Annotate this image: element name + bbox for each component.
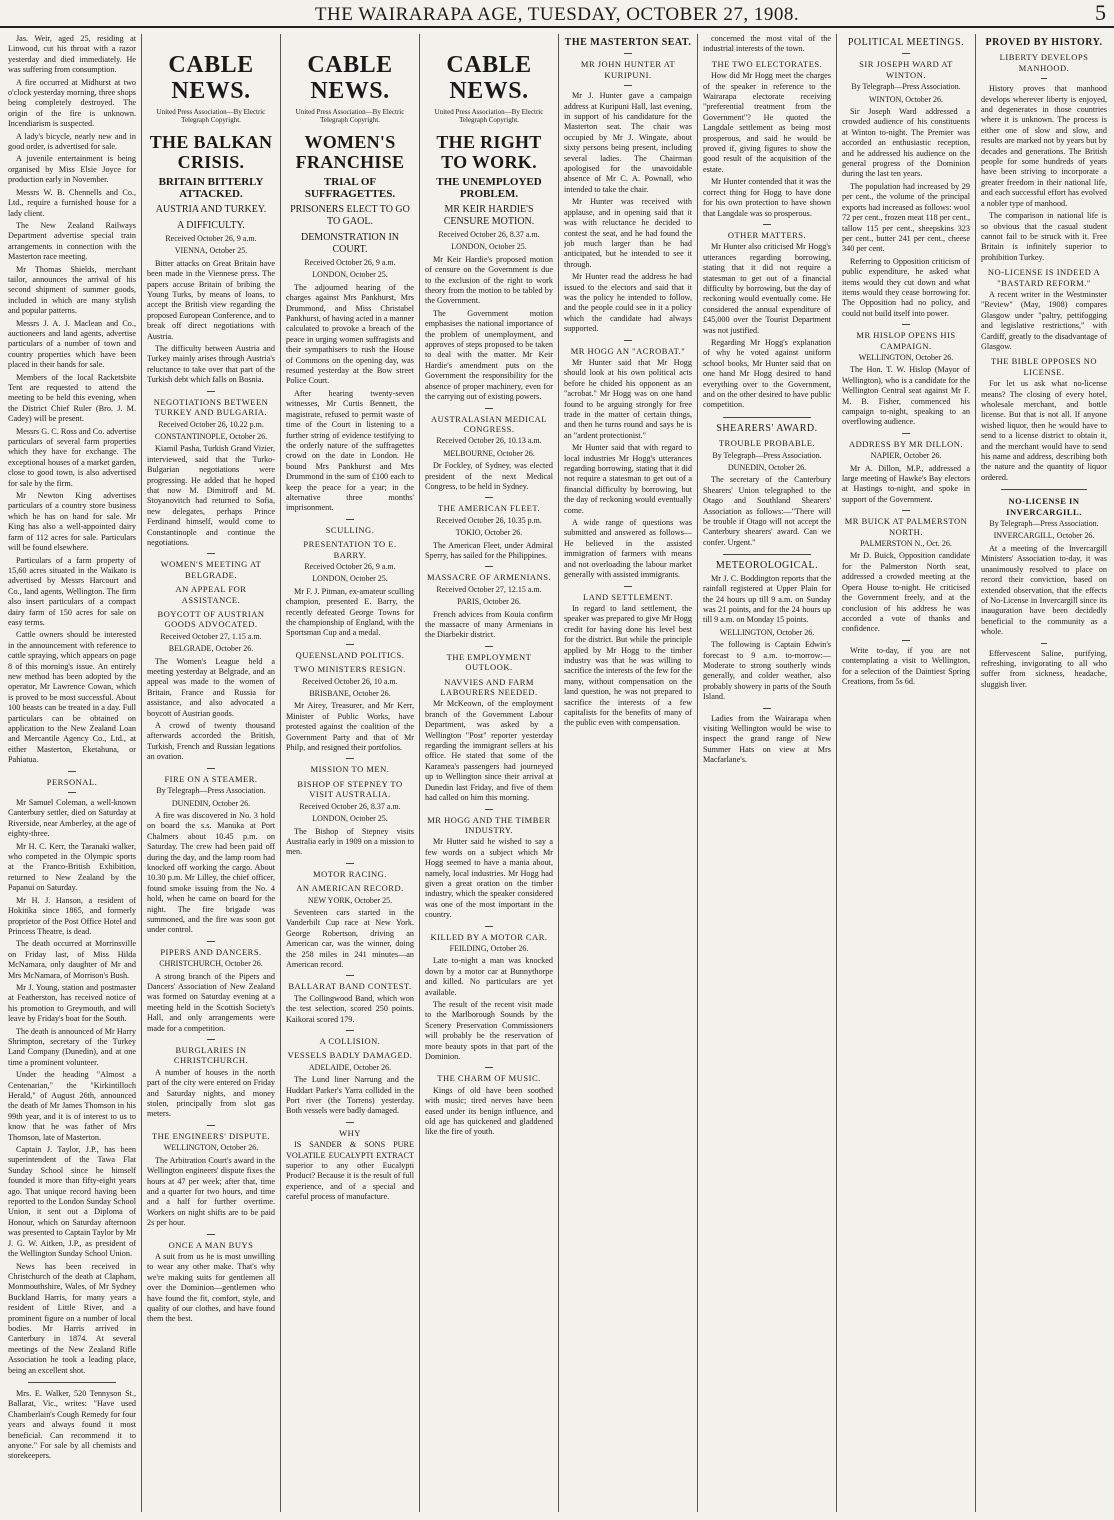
column-rule xyxy=(141,34,142,1512)
divider xyxy=(902,640,910,641)
paragraph: Particulars of a farm property of 15,60 acres situated in the Waikato is advertised by Messrs Harcourt and Co., land agents, Wellington. The firm also insert particulars of a compact dairy farm of 150 acres for sale on easy terms. xyxy=(8,555,136,627)
paragraph: Mr Hunter contended that it was the correct thing for Hogg to have done for his own protection to have shown that Langdale was so prosperous. xyxy=(703,177,831,218)
paragraph: Kiamil Pasha, Turkish Grand Vizier, interviewed, said that the Turko-Bulgarian negotiations were progressing. He added that he hoped that now M. Dimitroff and M. Stoyanovitch had returned to Sofia, new delegates, perhaps Prince Ferdinand himself, would come to Constantinople and continue the negotiations. xyxy=(147,444,275,547)
dateline: NEW YORK, October 25. xyxy=(307,895,393,905)
dateline: LONDON, October 25. xyxy=(312,270,388,280)
divider xyxy=(763,708,771,709)
column-2 xyxy=(147,34,275,1512)
dateline: PARIS, October 26. xyxy=(457,597,521,607)
paragraph: Sir Joseph Ward addressed a crowded audience of his constituents at Winton to-night. The Premier was accorded an enthusiastic reception, and he addressed his audience on the general progress of the Dominion during the last ten years. xyxy=(842,107,970,179)
paragraph: The Lund liner Narrung and the Huddart Parker's Yarra collided in the Port river (the Torrens) yesterday. Both vessels were badly damaged. xyxy=(286,1075,414,1116)
advertisement-heading: ONCE A MAN BUYS xyxy=(168,1239,254,1250)
paragraph: Mr Newton King advertises particulars of a country store business which he has on hand for sale. Mr King has also a well-appointed dairy farm of 112 acres for sale. Particulars will be found elsewhere. xyxy=(8,491,136,553)
advertisement: Effervescent Saline, purifying, refreshing, invigorating to all who suffer from sickness, headache, sluggish liver. xyxy=(981,648,1107,689)
subheading: THE UNEMPLOYED PROBLEM. xyxy=(436,176,542,200)
masthead-title: THE WAIRARAPA AGE, TUESDAY, OCTOBER 27, 1908. xyxy=(314,4,800,25)
masthead xyxy=(0,0,1114,28)
divider xyxy=(346,1122,354,1123)
subheading: FIRE ON A STEAMER. xyxy=(164,773,258,784)
subheading: AN AMERICAN RECORD. xyxy=(296,883,404,894)
paragraph: Mr Keir Hardie's proposed motion of censure on the Government is due to the exclusion of the right to work theory from the motion to be tabled by the Government. xyxy=(425,254,553,306)
article-headline: POLITICAL MEETINGS. xyxy=(847,37,965,48)
advertisement: A suit from us he is most unwilling to wear any other make. That's why we're making suits for gentlemen all over the Dominion—gentlemen who have found the fit, comfort, style, and quality of our clothes, and have found them the best. xyxy=(147,1251,275,1324)
dateline: CONSTANTINOPLE, October 26. xyxy=(154,431,268,441)
credit-line: By Telegraph—Press Association. xyxy=(989,519,1099,529)
dateline: Received October 26, 9 a.m. xyxy=(304,258,396,267)
column-7 xyxy=(842,34,970,1512)
article-headline: NO-LICENSE IN INVERCARGILL. xyxy=(1006,496,1082,517)
dateline: Received October 26, 10 a.m. xyxy=(302,676,398,686)
dateline: FEILDING, October 26. xyxy=(449,943,529,953)
dateline: VIENNA, October 25. xyxy=(174,246,248,256)
divider xyxy=(723,554,811,555)
dateline: Received October 27, 12.15 a.m. xyxy=(436,584,542,594)
column-rule xyxy=(419,34,420,1512)
subheading: ADDRESS BY MR DILLON. xyxy=(848,438,964,449)
paragraph: A wide range of questions was submitted and answered as follows—He believed in the assisted immigration of farmers with means and not overloading the labour market generally with assisted immigrants. xyxy=(564,518,692,580)
paragraph: For let us ask what no-license means? The closing of every hotel, wholesale merchant, and bottle license. But that is not all. If anyone wished liquor, then he would have to send to a license district to obtain it, and the merchant would have to send his name and address, describing both the nature and the quantity of liquor ordered. xyxy=(981,379,1107,482)
paragraph: The Women's League held a meeting yesterday at Belgrade, and an appeal was made to the women of Britain, France and Russia for assistance, and also advocated a boycott of Austrian goods. xyxy=(147,656,275,718)
dateline: Received October 26, 10.13 a.m. xyxy=(436,436,542,446)
paragraph: Mr J. Young, station and postmaster at Featherston, has received notice of his promotion to Greymouth, and will leave by Friday's boat for the South. xyxy=(8,982,136,1024)
divider xyxy=(485,566,493,567)
dateline: BRISBANE, October 26. xyxy=(309,689,391,699)
subheading: THE ENGINEERS' DISPUTE. xyxy=(151,1130,271,1141)
paragraph: Under the heading "Almost a Centenarian," the "Kirkintilloch Herald," of August 26th, announced the death of Mr James Thomson in his 99th year, and it is of interest to us to know that he was father of Mrs Thomson, late of Masterton. xyxy=(8,1070,136,1142)
column-rule xyxy=(558,34,559,1512)
paragraph: Bitter attacks on Great Britain have been made in the Viennese press. The papers accuse Britain of bribing the Young Turks, by means of loans, to accept the British view regarding the proposed European Conference, and to break off direct negotiations with Austria. xyxy=(147,258,275,341)
dateline: Received October 26, 8.37 a.m. xyxy=(299,801,401,811)
paragraph: A recent writer in the Westminster "Review" (May, 1908) compares Glasgow under "paltry, pettifogging and legislative restrictions," with Cardiff, greatly to the disadvantage of Glasgow. xyxy=(981,289,1107,351)
article-headline: SHEARERS' AWARD. xyxy=(716,422,818,434)
subheading: MR BUICK AT PALMERSTON NORTH. xyxy=(844,516,968,537)
dateline: Received October 26, 8.37 a.m. xyxy=(438,230,540,239)
dateline: WINTON, October 26. xyxy=(868,94,944,104)
dateline: LONDON, October 25. xyxy=(451,242,527,252)
subheading: BISHOP OF STEPNEY TO VISIT AUSTRALIA. xyxy=(297,778,403,800)
dateline: BELGRADE, October 26. xyxy=(168,644,254,654)
divider xyxy=(624,53,632,54)
paragraph: Mr Thomas Shields, merchant tailor, announces the arrival of his second shipment of summer goods, included in which are many stylish and popular patterns. xyxy=(8,264,136,316)
paragraph: The Government motion emphasises the national importance of the problem of unemployment, and approves of steps proposed to be taken to deal with the matter. Mr Keir Hardie's amendment puts on the Government the responsibility for the absence of proper machinery, even for the carrying out of existing powers. xyxy=(425,308,553,402)
divider xyxy=(1041,78,1047,79)
paragraph: Ladies from the Wairarapa when visiting Wellington would be wise to inspect the grand range of New Summer Hats on view at Mrs Macfarlane's. xyxy=(703,713,831,765)
dateline: CHRISTCHURCH, October 26. xyxy=(159,959,263,969)
columns xyxy=(0,34,1114,1520)
paragraph: Messrs W. B. Chennells and Co., Ltd., require a furnished house for a lady client. xyxy=(8,187,136,218)
divider xyxy=(207,1234,215,1235)
divider xyxy=(28,1382,116,1383)
subheading: VESSELS BADLY DAMAGED. xyxy=(287,1050,413,1061)
divider xyxy=(346,519,354,520)
paragraph: Mr Samuel Coleman, a well-known Canterbury settler, died on Saturday at Riverside, near Amberley, at the age of eighty-three. xyxy=(8,798,136,839)
subheading: THE EMPLOYMENT OUTLOOK. xyxy=(446,651,532,673)
divider xyxy=(485,408,493,409)
dateline: WELLINGTON, October 26. xyxy=(858,352,954,362)
paragraph: The difficulty between Austria and Turkey mainly arises through Austria's reluctance to take over that part of the Turkish debt which falls on Bosnia. xyxy=(147,344,275,385)
paragraph: The Hon. T. W. Hislop (Mayor of Wellington), who is a candidate for the Wellington Central seat against Mr F. M. B. Fisher, commenced his campaign to-night, speaking to an overflowing audience. xyxy=(842,365,970,427)
dateline: WELLINGTON, October 26. xyxy=(719,627,815,637)
dateline: Received October 26, 9 a.m. xyxy=(304,561,396,571)
paragraph: Mr Hunter also criticised Mr Hogg's utterances regarding borrowing, stating that it did not require a statesman to get out of a financial difficulty by borrowing, but the day of reckoning would eventually come. He considered the annual expenditure of £45,000 over the Tourist Department was not justified. xyxy=(703,242,831,335)
paragraph: The death is announced of Mr Harry Shrimpton, secretary of the Turkey Land Company (Dunedin), and at one time a prominent volunteer. xyxy=(8,1026,136,1067)
paragraph: Write to-day, if you are not contemplating a visit to Wellington, for a selection of the Daintiest Spring Creations, from 5s 6d. xyxy=(842,645,970,686)
column-rule xyxy=(280,34,281,1512)
subheading: A COLLISION. xyxy=(319,1036,381,1046)
subheading: NEGOTIATIONS BETWEEN TURKEY AND BULGARIA. xyxy=(153,396,269,418)
credit-line: United Press Association—By Electric Telegraph Copyright. xyxy=(434,108,544,124)
subheading: KILLED BY A MOTOR CAR. xyxy=(430,931,548,942)
paragraph: The Bishop of Stepney visits Australia early in 1909 on a mission to men. xyxy=(286,826,414,857)
paragraph: The result of the recent visit made to the Marlborough Sounds by the Scenery Preservation Commissioners will probably be the reservation of more beauty spots in that part of the Dominion. xyxy=(425,1000,553,1062)
subheading: PIPERS AND DANCERS. xyxy=(160,946,262,957)
divider xyxy=(346,1030,354,1031)
subheading: MR HISLOP OPENS HIS CAMPAIGN. xyxy=(856,330,956,351)
paragraph: Cattle owners should be interested in the announcement with reference to cattle spraying, which appears on page 8 of this morning's issue. An entirely new method has been adopted by the operator, Mr Lawrence Cowan, which is proved to be most successful. About 100 beasts can be treated in a day. Full particulars can be obtained on application to the New Zealand Loan and Mercantile Agency Co., Ltd., at either Masterton, Eketahuna, or Pahiatua. xyxy=(8,630,136,765)
page-number: 5 xyxy=(1095,0,1106,25)
subheading: TROUBLE PROBABLE. xyxy=(718,438,816,449)
subheading: MR KEIR HARDIE'S CENSURE MOTION. xyxy=(443,204,535,227)
local-news xyxy=(8,34,136,766)
column-3 xyxy=(286,34,414,1512)
dateline: Received October 27, 1.15 a.m. xyxy=(160,631,262,641)
paragraph: Mr Hunter said that with regard to local industries Mr Hogg's utterances regarding borrowing, stating that it did not require a statesman to get out of a financial difficulty by borrowing, but the day of reckoning would eventually come. xyxy=(564,443,692,515)
divider xyxy=(902,53,910,54)
subheading: PRESENTATION TO E. BARRY. xyxy=(303,539,397,560)
credit-line: United Press Association—By Electric Telegraph Copyright. xyxy=(295,108,405,124)
paragraph: Captain J. Taylor, J.P., has been superintendent of the Tawa Flat Sunday School since he himself founded it more than fifty-eight years ago. That unique record having been reported to the London Sunday School Union, it sent out a Diploma of Honour, which on Saturday afternoon was presented to Captain Taylor by Mr J. G. W. Aitken, J.P., as president of the Wellington Sunday School Union. xyxy=(8,1145,136,1259)
paragraph: In regard to land settlement, the speaker was prepared to give Mr Hogg credit for having done his level best for the district. But while the principle applied by Mr Hogg to the timber industry was that he was willing to sacrifice the interests of the few for the many, without compensation on the land question, he was not prepared to sacrifice the interests of a few capitalists for the benefits of many of the public even with compensation. xyxy=(564,603,692,728)
paragraph: Kings of old have been soothed with music; tired nerves have been eased under its benign influence, and old age has quickened and gladdened like the fire of youth. xyxy=(425,1085,553,1137)
divider xyxy=(485,926,493,927)
dateline: Received October 26, 9 a.m. xyxy=(165,234,257,243)
paragraph: Mr McKeown, of the employment branch of the Government Labour Department, was asked by a Wellington "Post" reporter yesterday regarding the immigrant sellers at his office. He stated that some of the Karamea's passengers had journeyed up to Wellington since their arrival at Dunedin last Friday, and five of them had called on him this morning. xyxy=(425,699,553,803)
divider xyxy=(207,1039,215,1040)
divider xyxy=(68,771,76,772)
subheading: BOYCOTT OF AUSTRIAN GOODS ADVOCATED. xyxy=(157,609,265,630)
dateline: WELLINGTON, October 26. xyxy=(163,1143,259,1153)
column-rule xyxy=(836,34,837,1512)
paragraph: The Arbitration Court's award in the Wellington engineers' dispute fixes the hours at 47 per week; after that, time and a quarter for two hours, and time and a half for further overtime. Workers on night shifts are to be paid 2s per hour. xyxy=(147,1155,275,1228)
subheading: MR JOHN HUNTER AT KURIPUNI. xyxy=(580,59,676,80)
paragraph: Dr Fockley, of Sydney, was elected president of the next Medical Congress, to be held in Sydney. xyxy=(425,461,553,491)
subheading: THE CHARM OF MUSIC. xyxy=(437,1073,541,1084)
subheading: TWO MINISTERS RESIGN. xyxy=(294,664,406,675)
paragraph: A lady's bicycle, nearly new and in good order, is advertised for sale. xyxy=(8,131,136,152)
paragraph: The population had increased by 29 per cent., the volume of the principal exports had increased as follows: wool 72 per cent., frozen meat 118 per cent., tallow 115 per cent., sheepskins 323 per cent., butter 241 per cent., cheese 340 per cent. xyxy=(842,181,970,254)
divider xyxy=(346,758,354,759)
column-rule xyxy=(697,34,698,1512)
column-4 xyxy=(425,34,553,1512)
paragraph: The adjourned hearing of the charges against Mrs Pankhurst, Mrs Drummond, and Miss Christabel Pankhurst, of having acted in a manner calculated to provoke a breach of the peace in urging women suffragists and their sympathisers to rush the House of Commons on the opening day, was resumed yesterday at the Bow street Police Court. xyxy=(286,282,414,386)
paragraph: The following is Captain Edwin's forecast to 9 a.m. to-morrow:—Moderate to strong southerly winds generally, and colder weather, also probably showery in parts of the South Island. xyxy=(703,640,831,702)
divider xyxy=(207,941,215,942)
divider xyxy=(723,417,811,418)
subheading: AUSTRIA AND TURKEY. xyxy=(155,204,267,215)
paragraph: Referring to Opposition criticism of public expenditure, he asked what items would they cut down and what items would they cease borrowing for. The Opposition had no policy, and could not build itself into power. xyxy=(842,256,970,318)
divider xyxy=(902,510,910,511)
paragraph: Regarding Mr Hogg's explanation of why he voted against uniform school books, Mr Hunter said that on one hand Mr Hogg desired to hand everything over to the Government, and on the other desired to have public competition. xyxy=(703,337,831,410)
divider xyxy=(346,644,354,645)
article-headline: THE BALKAN CRISIS. xyxy=(149,132,273,172)
paragraph: A fire was discovered in No. 3 hold on board the s.s. Manuka at Port Chalmers about 10.45 p.m. on Saturday. The crew had been paid off during the day, and the lamp room had knocked off working the cargo. About 10.30 p.m. Mr Lilley, the chief officer, found smoke issuing from the No. 4 hold, when he came on board for the night. The fire brigade was summoned, and the fire was soon got under control. xyxy=(147,810,275,935)
paragraph: The New Zealand Railways Department advertise special train arrangements in connection with the Masterton race meeting. xyxy=(8,220,136,262)
credit-line: By Telegraph—Press Association. xyxy=(712,450,822,460)
section-title: CABLE NEWS. xyxy=(307,52,393,104)
paragraph: Messrs J. A. J. Maclean and Co., auctioneers and land agents, advertise particulars of a number of town and country properties which have been placed in their hands for sale. xyxy=(8,318,136,370)
subheading: TRIAL OF SUFFRAGETTES. xyxy=(304,176,396,200)
dateline: LONDON, October 25. xyxy=(312,574,388,584)
divider xyxy=(763,224,771,225)
divider xyxy=(485,809,493,810)
dateline: DUNEDIN, October 26. xyxy=(171,798,251,808)
paragraph: Mr F. J. Pitman, ex-amateur sculling champion, presented E. Barry, the recently defeated George Towns for the championship of England, with the Sportsman Cup and a medal. xyxy=(286,586,414,638)
dateline: ADELAIDE, October 26. xyxy=(308,1062,392,1072)
dateline: PALMERSTON N., Oct. 26. xyxy=(860,539,952,549)
paragraph: A strong branch of the Pipers and Dancers' Association of New Zealand was formed on Saturday evening at a meeting held in the Scottish Society's Hall, and only arrangements were made for a competition. xyxy=(147,971,275,1033)
subheading: MASSACRE OF ARMENIANS. xyxy=(426,572,552,583)
paragraph: Mr Hutter said he wished to say a few words on a subject which Mr Hogg seemed to have a mania about, namely, local industries. Mr Hogg had given a great oration on the timber industry, which the speaker considered was one of the most important in the country. xyxy=(425,837,553,920)
dateline: INVERCARGILL, October 26. xyxy=(993,531,1095,541)
subheading: MISSION TO MEN. xyxy=(310,764,390,775)
dateline: TOKIO, October 26. xyxy=(455,528,523,538)
subheading: AUSTRALASIAN MEDICAL CONGRESS. xyxy=(430,413,547,434)
paragraph: The comparison in national life is so obvious that the casual student cannot fail to be struck with it. Free Britain is infinitely superior to prohibition Turkey. xyxy=(981,211,1107,262)
paragraph: Jas. Weir, aged 25, residing at Linwood, cut his throat with a razor yesterday and died immediately. He was suffering from consumption. xyxy=(8,34,136,75)
divider xyxy=(902,324,910,325)
dateline: Received October 26, 10.22 p.m. xyxy=(158,419,264,429)
article-headline: PROVED BY HISTORY. xyxy=(985,37,1103,48)
column-5 xyxy=(564,34,692,1512)
column-rule xyxy=(975,34,976,1512)
divider xyxy=(485,497,493,498)
divider xyxy=(1041,643,1047,644)
subheading: QUEENSLAND POLITICS. xyxy=(295,649,405,660)
paragraph: Mr Hunter was received with applause, and in opening said that it was with reluctance he decided to contest the seat, and he had found the job much larger than he had anticipated, but he intended to see it through. xyxy=(564,197,692,269)
subheading: PRISONERS ELECT TO GO TO GAOL. xyxy=(290,204,410,227)
subheading: DEMONSTRATION IN COURT. xyxy=(300,232,400,255)
divider xyxy=(68,792,76,793)
credit-line: By Telegraph—Press Association. xyxy=(156,786,266,796)
divider xyxy=(902,433,910,434)
divider xyxy=(624,586,632,587)
dateline: LONDON, October 25. xyxy=(312,814,388,824)
dateline: NAPIER, October 26. xyxy=(870,451,942,461)
subheading: MOTOR RACING. xyxy=(313,868,387,879)
paragraph: Messrs G. C. Ross and Co. advertise particulars of several farm properties which they have for exchange. The exceptional houses of a market garden, close to good town, is also advertised for sale by the firm. xyxy=(8,426,136,488)
divider xyxy=(1001,489,1087,490)
section-title: CABLE NEWS. xyxy=(168,52,254,104)
paragraph: After hearing twenty-seven witnesses, Mr Curtis Bennett, the magistrate, refused to permit waste of time of the Court in listening to a further string of evidence testifying to the orderly nature of the suffragettes crowd on the date in London. He bound Mrs Pankhurst and Mrs Drummond in the sum of £100 each to keep the peace for a year; in the alternative three months' imprisonment. xyxy=(286,388,414,513)
column-8 xyxy=(981,34,1107,1512)
subheading: NO-LICENSE IS INDEED A "BASTARD REFORM." xyxy=(987,267,1101,288)
paragraph: Mr J. C. Boddington reports that the rainfall registered at Upper Plain for the 24 hours up till 9 a.m. on Sunday was 21 points, and for the 24 hours up till 9 a.m. on Monday 15 points. xyxy=(703,573,831,625)
article-headline: METEOROLOGICAL. xyxy=(715,560,819,572)
paragraph: Seventeen cars started in the Vanderbilt Cup race at New York. George Robertson, driving an American car, was the winner, doing the 258 miles in 241 minutes—an American record. xyxy=(286,907,414,969)
column-1 xyxy=(8,34,136,1512)
subheading: WOMEN'S MEETING AT BELGRADE. xyxy=(160,559,262,580)
article-headline: WOMEN'S FRANCHISE xyxy=(295,132,405,172)
paragraph: Mr A. Dillon, M.P., addressed a large meeting of Hawke's Bay electors at Hastings to-night, and spoke in support of the Government. xyxy=(842,463,970,504)
paragraph: Members of the local Racketsbite Tent are requested to attend the meeting to be held this evening, when the District Chief Ruler (Bro. J. M. Cadey) will be present. xyxy=(8,372,136,424)
subheading: THE TWO ELECTORATES. xyxy=(711,58,823,69)
divider xyxy=(207,1125,215,1126)
subheading: SIR JOSEPH WARD AT WINTON. xyxy=(859,59,953,80)
paragraph: French advices from Kouia confirm the massacre of many Armenians in the Diarbekir district. xyxy=(425,609,553,640)
paragraph: Late to-night a man was knocked down by a motor car at Bunnythorpe and killed. No particulars are yet available. xyxy=(425,956,553,997)
subheading: AN APPEAL FOR ASSISTANCE. xyxy=(175,584,247,605)
subheading: BURGLARIES IN CHRISTCHURCH. xyxy=(173,1045,249,1066)
paragraph: A crowd of twenty thousand afterwards accorded the British, Turkish, French and Russian legations an ovation. xyxy=(147,721,275,762)
subheading: A DIFFICULTY. xyxy=(177,220,245,231)
divider xyxy=(207,391,215,392)
dateline: DUNEDIN, October 26. xyxy=(727,463,807,473)
paragraph: The American Fleet, under Admiral Sperry, has sailed for the Philippines. xyxy=(425,540,553,560)
paragraph: At a meeting of the Invercargill Ministers' Association to-day, it was unanimously resolved to place on record their conviction, based on extended observation, that the effects of No-License in Invercargill since its inauguration have been decidedly beneficial to the community as a whole. xyxy=(981,543,1107,637)
paragraph: Mr D. Buick, Opposition candidate for the Palmerston North seat, addressed a crowded meeting at the Opera House to-night. He criticised the Government freely, and at the conclusion of his address he was accorded a vote of thanks and confidence. xyxy=(842,551,970,634)
credit-line: United Press Association—By Electric Telegraph Copyright. xyxy=(156,108,266,124)
paragraph: Mr Hunter said that Mr Hogg should look at his own political acts before he chided his opponent as an "acrobat." Mr Hogg was on one hand found to be arguing strongly for free trade in the matter of certain things, and then he turns round and says he is an "ardent protectionist." xyxy=(564,357,692,440)
paragraph: Mr Hunter read the address he had issued to the electors and said that it was the policy he intended to follow, and the people could see in it a policy which the candidate had always supported. xyxy=(564,272,692,334)
divider xyxy=(624,340,632,341)
subheading: SCULLING. xyxy=(325,524,375,535)
paragraph: The Collingwood Band, which won the test selection, scored 250 points. Kaikorai scored 179. xyxy=(286,993,414,1024)
article-headline: THE MASTERTON SEAT. xyxy=(564,37,692,48)
paragraph: Mr H. J. Hanson, a resident of Hokitika since 1865, and formerly proprietor of the Post Office Hotel and Princess Theatre, is dead. xyxy=(8,895,136,936)
credit-line: By Telegraph—Press Association. xyxy=(851,82,961,92)
advertisement-heading: WHY xyxy=(339,1127,361,1138)
paragraph: The secretary of the Canterbury Shearers' Union telegraphed to the Otago and Southland Shearers' Association as follows:—"There will be trouble if Otago will not accept the Canterbury shearers' award. Can we confer. Urgent." xyxy=(703,475,831,547)
column-6 xyxy=(703,34,831,1512)
subheading: THE BIBLE OPPOSES NO LICENSE. xyxy=(990,356,1098,377)
divider xyxy=(346,863,354,864)
divider xyxy=(207,768,215,769)
subheading: LAND SETTLEMENT. xyxy=(583,591,673,602)
subheading: MR HOGG AN "ACROBAT." xyxy=(570,345,686,356)
subheading: BALLARAT BAND CONTEST. xyxy=(288,981,412,992)
divider xyxy=(624,85,632,86)
paragraph: Mr J. Hunter gave a campaign address at Kuripuni Hall, last evening, in support of his candidature for the Masterton seat. The chair was occupied by Mr J. Wingate, about sixty persons being present, including several ladies. The Chairman apologised for the unavoidable absence of Mr C. A. Pownall, who intended to take the chair. xyxy=(564,91,692,194)
paragraph: Mr H. C. Kerr, the Taranaki walker, who competed in the Olympic sports at the Franco-British Exhibition, returned to New Zealand by the Papanui on Saturday. xyxy=(8,841,136,893)
dateline: Received October 26, 10.35 p.m. xyxy=(436,515,542,525)
paragraph: News has been received in Christchurch of the death at Clapham, Monmouthshire, Wales, of Mr Sydney Buckland Harris, for many years a resident of Little River, and a prominent figure on a number of local bodies. Mr Harris arrived in Canterbury in 1874. At several meetings of the New Zealand Rifle Association he took a leading place, being an excellent shot. xyxy=(8,1261,136,1375)
paragraph: History proves that manhood develops wherever liberty is enjoyed, and degenerates in those countries where it is unknown. The process is either one of slow and slow, and results are marked not by years but by decades and generations. The British people for some hundreds of years have been striving to incorporate a greater freedom in their national life, and each successful effort has evolved a nobler type of manhood. xyxy=(981,84,1107,208)
section-title: CABLE NEWS. xyxy=(446,52,532,104)
paragraph: A number of houses in the north part of the city were entered on Friday and Saturday nights, and money stolen, principally from slot gas meters. xyxy=(147,1067,275,1119)
divider xyxy=(485,646,493,647)
subheading: MR HOGG AND THE TIMBER INDUSTRY. xyxy=(427,814,551,835)
subheading: NAVVIES AND FARM LABOURERS NEEDED. xyxy=(440,676,538,698)
paragraph: A fire occurred at Midhurst at two o'clock yesterday morning, three shops being completely destroyed. The origin of the fire is unknown. Incendiarism is suspected. xyxy=(8,77,136,129)
paragraph: Mr Airey, Treasurer, and Mr Kerr, Minister of Public Works, have protested against the coalition of the Government Party and that of Mr Philp, and resigned their portfolios. xyxy=(286,701,414,753)
paragraph: A juvenile entertainment is being organised by Miss Elsie Joyce for production early in November. xyxy=(8,154,136,185)
subheading: THE AMERICAN FLEET. xyxy=(437,503,541,514)
article-headline: THE RIGHT TO WORK. xyxy=(436,132,542,172)
divider xyxy=(207,553,215,554)
paragraph: concerned the most vital of the industrial interests of the town. xyxy=(703,34,831,54)
divider xyxy=(346,975,354,976)
subheading: LIBERTY DEVELOPS MANHOOD. xyxy=(999,52,1089,73)
paragraph: How did Mr Hogg meet the charges of the speaker in reference to the Wairarapa electorate receiving "preferential treatment from the Government"? He quoted the Langdale settlement as being most prosperous, and said he would be proved if, giving figures to show the good result of the acquisition of the estate. xyxy=(703,71,831,174)
subheading: OTHER MATTERS. xyxy=(727,229,807,240)
subheading: BRITAIN BITTERLY ATTACKED. xyxy=(158,176,264,200)
dateline: MELBOURNE, October 26. xyxy=(443,448,535,458)
section-heading: PERSONAL. xyxy=(46,776,98,787)
paragraph: The death occurred at Morrinsville on Friday last, of Miss Hilda McNamara, only daughter of Mr and Mrs McNamara, of Morrison's Bush. xyxy=(8,939,136,980)
advertisement: IS SANDER & SONS PURE VOLATILE EUCALYPTI EXTRACT superior to any other Eucalypti Product? Because it is the result of full experience, and of a special and careful process of manufacture. xyxy=(286,1140,414,1202)
advertisement: Mrs. E. Walker, 520 Tennyson St., Ballarat, Vic., writes: "Have used Chamberlain's Cough Remedy for four years and always found it most beneficial. Can recommend it to anyone." For sale by all chemists and storekeepers. xyxy=(8,1388,136,1461)
divider xyxy=(485,1067,493,1068)
